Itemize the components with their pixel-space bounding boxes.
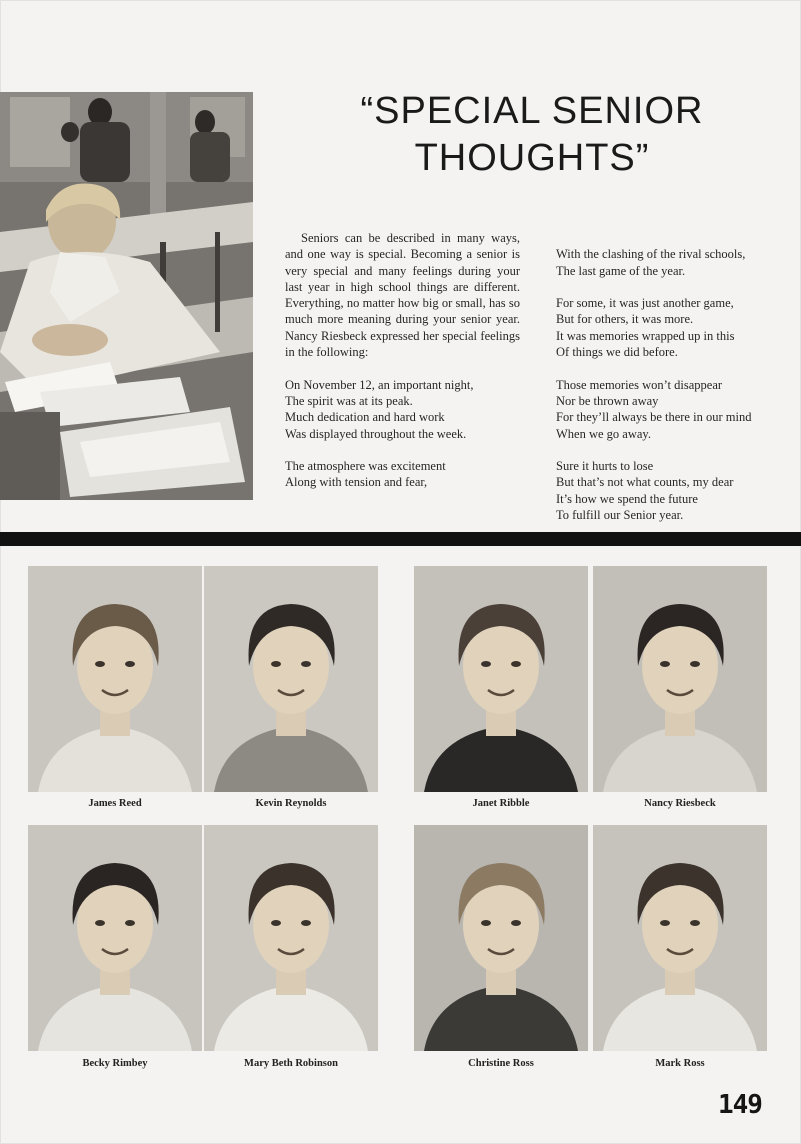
portrait-eye [95, 661, 105, 667]
poem-line: The last game of the year. [556, 263, 686, 278]
page-number: 149 [718, 1090, 762, 1120]
portrait-caption: Becky Rimbey [82, 1058, 148, 1069]
senior-portrait [593, 825, 767, 1051]
portrait-eye [125, 920, 135, 926]
poem-line: Along with tension and fear, [285, 475, 428, 490]
portrait-photo [204, 825, 378, 1051]
portrait-caption: Mark Ross [655, 1058, 705, 1069]
portrait-caption: Janet Ribble [472, 798, 530, 809]
portrait-photo [28, 825, 202, 1051]
poem-line: Was displayed throughout the week. [285, 426, 467, 441]
senior-portrait [414, 566, 588, 792]
senior-portrait [414, 825, 588, 1051]
poem-line: To fulfill our Senior year. [556, 508, 684, 523]
title-line-1: “SPECIAL SENIOR [360, 90, 704, 132]
poem-line: Nor be thrown away [556, 393, 659, 408]
poem-line: For some, it was just another game, [556, 296, 734, 311]
poem-line: On November 12, an important night, [285, 377, 474, 392]
poem-line: Of things we did before. [556, 345, 678, 360]
portrait-caption: Mary Beth Robinson [244, 1058, 338, 1069]
poem-line: The spirit was at its peak. [285, 393, 413, 408]
portrait-eye [271, 661, 281, 667]
portrait-photo [204, 566, 378, 792]
portrait-eye [301, 920, 311, 926]
title-line-2: THOUGHTS” [414, 137, 650, 179]
portrait-photo [28, 566, 202, 792]
portrait-eye [481, 661, 491, 667]
portrait-eye [511, 661, 521, 667]
senior-portrait [204, 566, 378, 792]
portrait-photo [593, 566, 767, 792]
poem-line: With the clashing of the rival schools, [556, 247, 746, 262]
portrait-eye [125, 661, 135, 667]
poem-line: But that’s not what counts, my dear [556, 475, 734, 490]
portrait-eye [95, 920, 105, 926]
text-column-right [556, 230, 786, 540]
senior-portrait [204, 825, 378, 1051]
poem-line: But for others, it was more. [556, 312, 694, 327]
portrait-caption: Kevin Reynolds [255, 798, 327, 809]
portrait-eye [271, 920, 281, 926]
portrait-eye [660, 661, 670, 667]
poem-line: For they’ll always be there in our mind [556, 410, 752, 425]
poem-line: It’s how we spend the future [556, 491, 698, 506]
senior-portrait [593, 566, 767, 792]
portrait-eye [481, 920, 491, 926]
portrait-eye [660, 920, 670, 926]
poem-line: Those memories won’t disappear [556, 377, 723, 392]
section-divider [0, 532, 801, 546]
poem-line: Much dedication and hard work [285, 410, 445, 425]
portrait-eye [511, 920, 521, 926]
portrait-eye [690, 920, 700, 926]
portrait-photo [593, 825, 767, 1051]
senior-portrait [28, 566, 202, 792]
text-column-left [285, 230, 520, 507]
portrait-caption: Nancy Riesbeck [644, 798, 716, 809]
article-title [262, 88, 801, 182]
poem-line: Sure it hurts to lose [556, 459, 654, 474]
poem-line: When we go away. [556, 426, 651, 441]
candid-student-photo [0, 92, 253, 500]
portrait-eye [690, 661, 700, 667]
intro-paragraph: Seniors can be described in many ways, and one way is special. Becoming a senior is very special and many feelings during your last year in high school things are different. Everything, no matter how big or small, has so much more meaning during your senior year. Nancy Riesbeck expressed her special feelings in the following: [285, 231, 520, 360]
portrait-photo [414, 566, 588, 792]
poem-line: It was memories wrapped up in this [556, 328, 735, 343]
portrait-caption: James Reed [88, 798, 142, 809]
senior-portrait [28, 825, 202, 1051]
portrait-photo [414, 825, 588, 1051]
poem-line: The atmosphere was excitement [285, 459, 446, 474]
portrait-eye [301, 661, 311, 667]
portrait-caption: Christine Ross [468, 1058, 534, 1069]
